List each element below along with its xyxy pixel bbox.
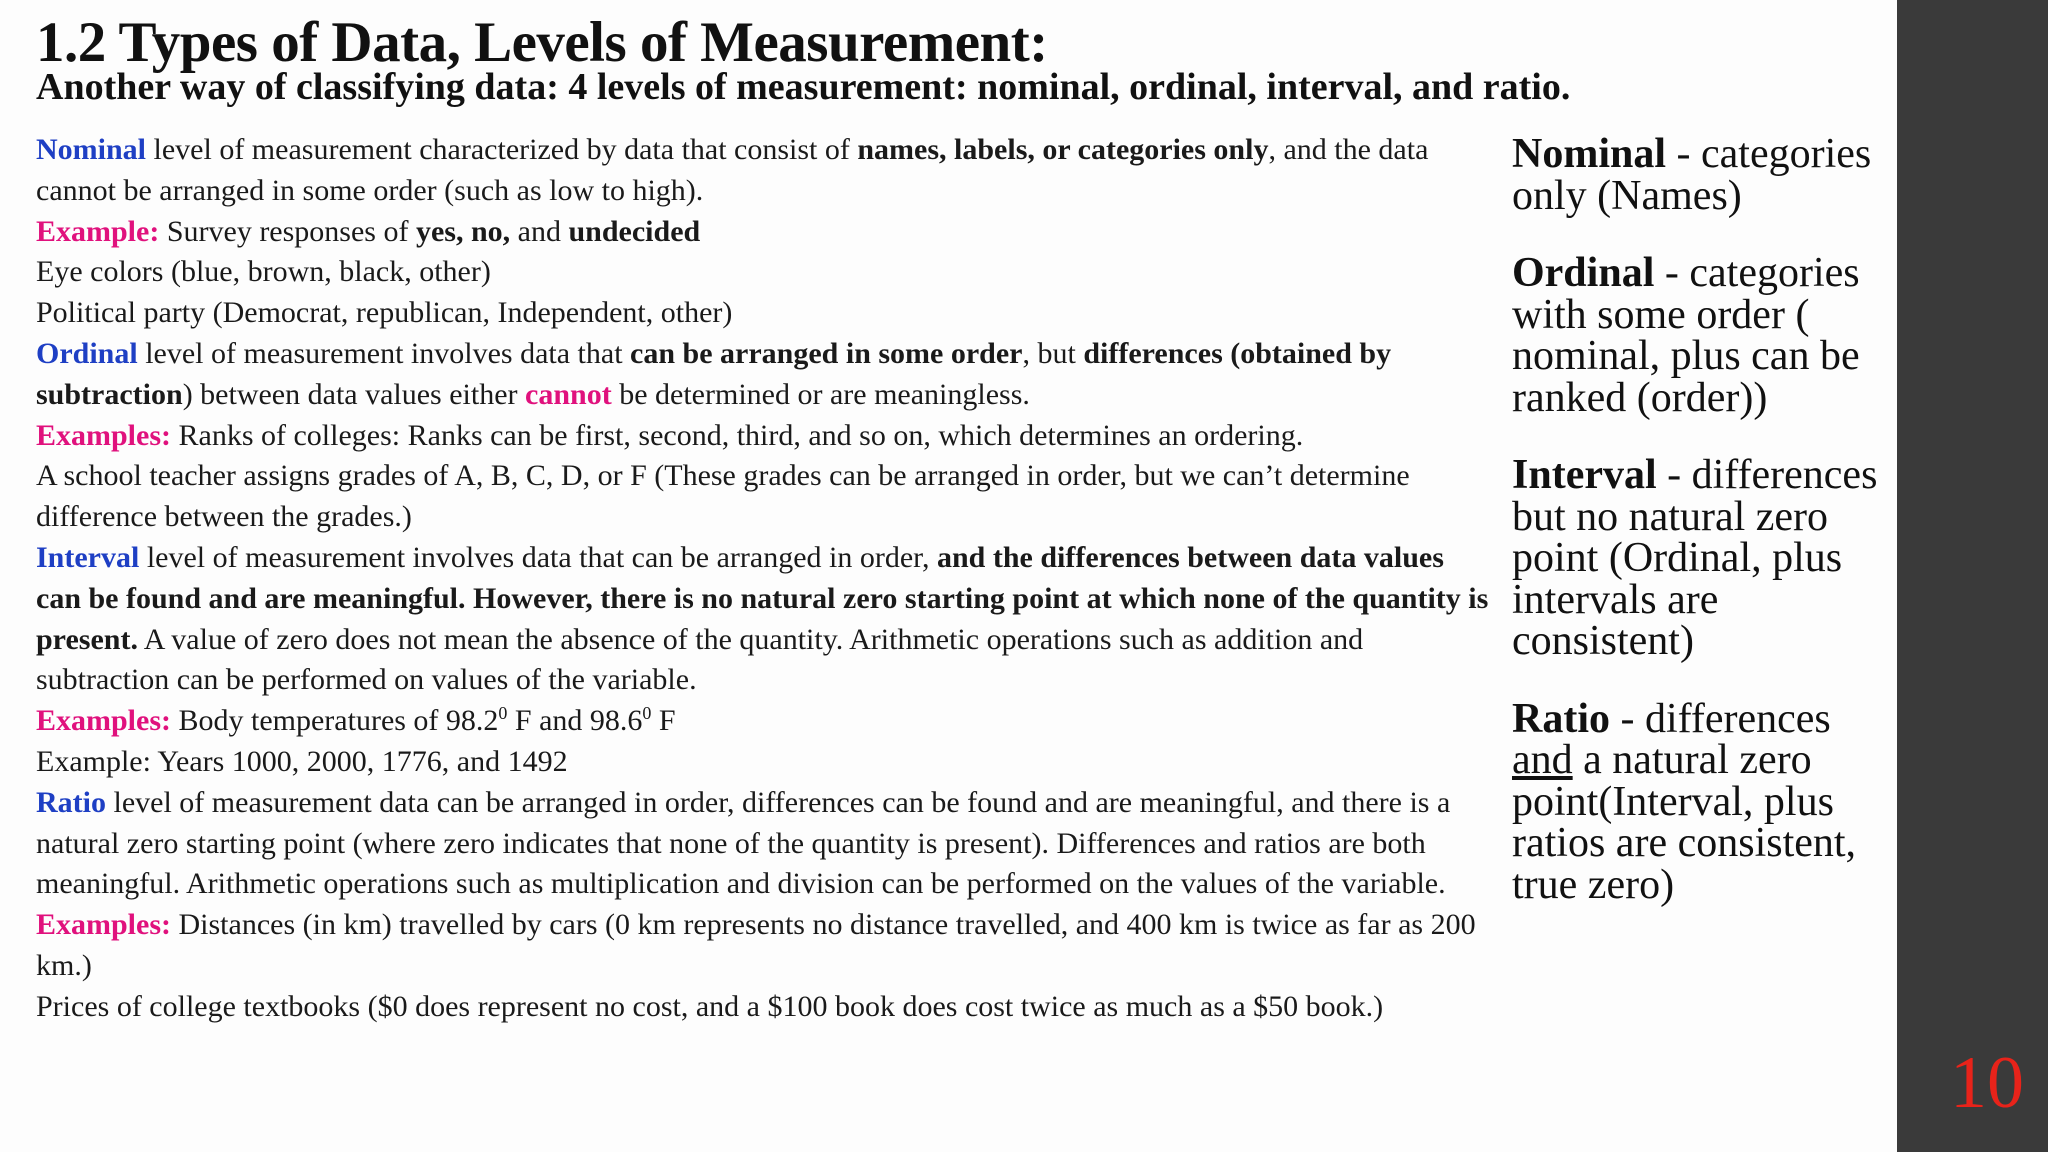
page-number: 10 [1950, 1042, 2024, 1124]
ordinal-definition: Ordinal level of measurement involves data that can be arranged in some order, but differences (obtained by subtraction) between data values either cannot be determined or are meaningless. [36, 336, 1392, 411]
ratio-example: Examples: Distances (in km) travelled by cars (0 km represents no distance travelled, and 400 km is twice as far as 200 km.) [36, 908, 1476, 982]
summary-ratio: Ratio - differences and a natural zero point(Interval, plus ratios are consistent, true zero) [1512, 695, 1857, 908]
ordinal-example-2: A school teacher assigns grades of A, B, C, D, or F (These grades can be arranged in order, but we can’t determine difference between the grades.) [36, 459, 1410, 534]
interval-definition: Interval level of measurement involves data that can be arranged in order, and the differences between data values can be found and are meaningful. However, there is no natural zero starting point at which none of the quantity is present. A value of zero does not mean the absence of the quantity. Arithmetic operations such as addition and subtraction can be performed on values of the variable. [36, 540, 1489, 697]
nominal-example-2: Eye colors (blue, brown, black, other) [36, 255, 491, 289]
example-label: Examples: [36, 908, 171, 942]
example-label: Examples: [36, 418, 171, 452]
slide-subtitle: Another way of classifying data: 4 levels of measurement: nominal, ordinal, interval, and ratio. [36, 66, 1571, 108]
summary-nominal: Nominal - categories only (Names) [1512, 131, 1872, 219]
ratio-keyword: Ratio [36, 785, 106, 819]
interval-example: Examples: Body temperatures of 98.2$^0$ F and 98.6$^0$ F [36, 703, 676, 738]
nominal-keyword: Nominal [36, 133, 147, 166]
slide-sidebar [1897, 0, 2048, 1152]
ratio-definition: Ratio level of measurement data can be arranged in order, differences can be found and are meaningful, and there is a natural zero starting point (where zero indicates that none of the quantity is present). Differences and ratios are both meaningful. Arithmetic operations such as multiplication and division can be performed on the values of the variable. [36, 785, 1451, 901]
ratio-example-2: Prices of college textbooks ($0 does represent no cost, and a $100 book does cost twice as much as a $50 book.) [36, 989, 1384, 1023]
nominal-example-3: Political party (Democrat, republican, Independent, other) [36, 296, 733, 330]
interval-keyword: Interval [36, 540, 140, 574]
ordinal-keyword: Ordinal [36, 336, 138, 370]
example-label: Example: [36, 214, 160, 248]
summary-panel [1512, 131, 1892, 942]
summary-ordinal: Ordinal - categories with some order ( nominal, plus can be ranked (order)) [1512, 250, 1860, 421]
slide-title: 1.2 Types of Data, Levels of Measurement: [36, 11, 1048, 74]
summary-interval: Interval - differences but no natural zero point (Ordinal, plus intervals are consistent) [1512, 452, 1878, 664]
nominal-definition: Nominal level of measurement characterized by data that consist of names, labels, or categories only, and the data cannot be arranged in some order (such as low to high). [36, 133, 1429, 207]
example-label: Examples: [36, 704, 171, 738]
nominal-example: Example: Survey responses of yes, no, and undecided [36, 214, 701, 248]
main-text [36, 130, 1496, 1028]
interval-example-2: Example: Years 1000, 2000, 1776, and 1492 [36, 744, 568, 778]
ordinal-example: Examples: Ranks of colleges: Ranks can be first, second, third, and so on, which determines an ordering. [36, 418, 1304, 452]
